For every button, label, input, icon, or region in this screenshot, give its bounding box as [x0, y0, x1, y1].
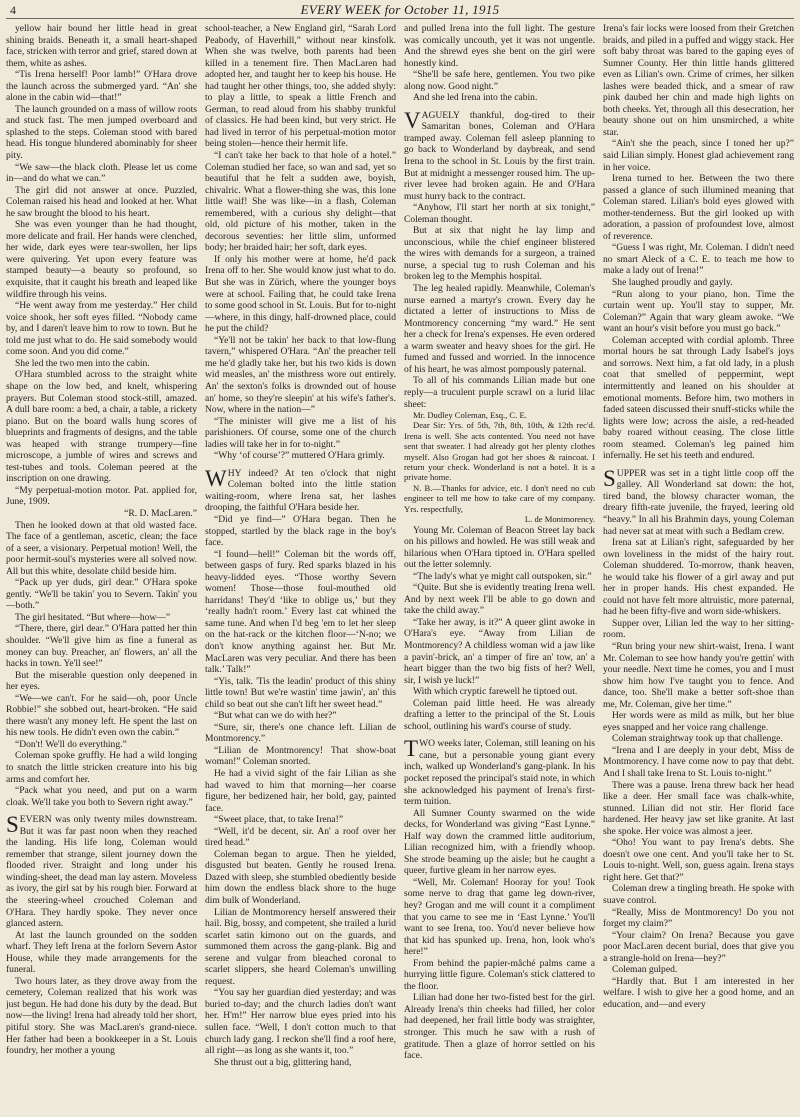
paragraph: Coleman paid little heed. He was already drafting a letter to the principal of the St. Louis school, outlining his ward's course of study. [404, 697, 595, 732]
column-2 [205, 23, 396, 1113]
paragraph-text: HY indeed? At ten o'clock that night Coleman bolted into the little station waiting-room, where Irena sat, her lashes drooping, the faithful O'Hara beside her. [205, 467, 396, 514]
paragraph [404, 738, 595, 807]
drop-cap: T [404, 736, 419, 762]
paragraph-text: WO weeks later, Coleman, still leaning on his cane, but a personable young giant every inch, walked up Wonderland's gang-plank. In his pocket reposed the principal's staid note, in which she acknowledged his payment of Irena's first-term tuition. [404, 738, 595, 808]
paragraph: “Ye'll not be takin' her back to that low-flung tavern,” whispered O'Hara. “An' the preacher tell me he'd gladly take her, but his two kids is down wid measles, an' the misthress wore out entirely. An' the sexton's folks is drownded out of house an' home, so they're sleepin' at his wife's father's. Now, where in the nation—” [205, 334, 396, 416]
paragraph: “Yis, talk. 'Tis the leadin' product of this shiny little town! But we're wastin' time jawin', an' this child so beat out she can't lift her sweet head.” [205, 675, 396, 710]
paragraph: “Take her away, is it?” A queer glint awoke in O'Hara's eye. “Away from Lilian de Montmorency? A childless woman wid a jaw like a pavin'-brick, an' a timper of fire an' tow, an' a heart bigger than the two big fists of her? Well, sir, I wish ye luck!” [404, 616, 595, 686]
paragraph: “Run bring your new shirt-waist, Irena. I want Mr. Coleman to see how handy you're gettin' with your needle. Next time he comes, you and I must show him how I've taught you to fence. And dance, too. She'll make a better soft-shoe than me, Mr. Coleman, give her time.” [603, 640, 794, 710]
paragraph: “Anyhow, I'll start her north at six tonight,” Coleman thought. [404, 202, 595, 225]
paragraph: Irena sat at Lilian's right, safeguarded by her own loveliness in the midst of the hairy rout. Coleman shuddered. To-morrow, thank heaven, he would take his flower of a girl away and put her in proper hands. His chest expanded. He could not have felt more altruistic, more paternal, had he been fifty-five and worn side-whiskers. [603, 537, 794, 618]
paragraph: Coleman drew a tingling breath. He spoke with suave control. [603, 883, 794, 907]
paragraph: Her words were as mild as milk, but her blue eyes snapped and her voice rang challenge. [603, 710, 794, 733]
paragraph: Irena's fair locks were loosed from their Gretchen braids, and piled in a puffed and wiggy stack. Her soft baby throat was bared to the gaping eyes of Sumner County. Her thin little hands glittered even as Lilian's own. Crime of crimes, her silken lashes were beaded thick, and a smear of raw pink daubed her chin and made high lights on both cheeks. Yet, through all this desecration, her beauty shone out on him unsmirched, a white star. [603, 23, 794, 138]
paragraph: “Irena and I are deeply in your debt, Miss de Montmorency. I have come now to pay that debt. And I shall take Irena to St. Louis to-night.” [603, 744, 794, 779]
paragraph: “Don't! We'll do everything.” [15, 738, 127, 750]
paragraph-text: EVERN was only twenty miles downstream. But it was far past noon when they reached the landing. His life long, Coleman would remember that strange, silent journey down the flooded river. Straight and long under his winding-sheet, the dead man lay astern. Moveless as ivory, the girl sat by his rough bier. Forward at the steering-wheel crouched Coleman and O'Hara. They hardly spoke. They never once glanced astern. [6, 814, 197, 930]
paragraph: and pulled Irena into the full light. The gesture was comically uncouth, yet it was not ungentle. And the shrewd eyes she bent on the girl were honestly kind. [404, 23, 595, 69]
paragraph: Then he looked down at that old wasted face. The face of a gentleman, ascetic, clean; the face of a seer, a visionary. Perpetual motion! Well, the poor hermit-soul's mysteries were all solved now. All but this white, desolate child beside him. [6, 519, 197, 577]
paragraph: “Lilian de Montmorency! That show-boat woman!” Coleman snorted. [205, 744, 396, 768]
paragraph: “But what can we do with her?” [214, 710, 337, 722]
text-columns [6, 23, 794, 1113]
page-number: 4 [10, 3, 16, 17]
paragraph: “Sweet place, that, to take Irena!” [214, 814, 344, 826]
drop-cap: S [6, 812, 19, 838]
paragraph [404, 107, 595, 202]
paragraph: “Oho! You want to pay Irena's debts. She doesn't owe one cent. And you'll take her to St. Louis to-night. Well, son, guess again. Irena stays right here. Get that?” [603, 837, 794, 883]
paragraph: “He went away from me yesterday.” Her child voice shook, her soft eyes filled. “Nobody came by, and I daren't leave him to row to town. But he told me just what to do. He said somebody would come soon. And you did come.” [6, 300, 197, 358]
paragraph: She led the two men into the cabin. [15, 357, 150, 369]
drop-cap: S [603, 465, 616, 491]
paragraph: “There, there, girl dear.” O'Hara patted her thin shoulder. “We'll give him as fine a funeral as money can buy. Preacher, an' flowers, an' all the hacks in town. Ye'll see!” [6, 623, 197, 670]
paragraph: Coleman accepted with cordial aplomb. Three mortal hours he sat through Lady Isabel's joys and sorrows. Next him, a fat old lady, in a plush coat that smelled of peppermint, wept intermittently and leaned on his shoulder at emotional moments. Before him, two mothers in faded sateen discussed their snuff-sticks while the lights were low; across the aisle, a red-headed baby roared without ceasing. The close little room steamed. Coleman's leg pained him infernally. He set his teeth and endured. [603, 334, 794, 462]
page-header [6, 2, 794, 19]
paragraph: “I found—hell!” Coleman bit the words off, between gasps of fury. Red sparks blazed in his heavy-lidded eyes. “Those worthy Severn women! Those—those foul-mouthed old harridans! They'd ‘like to oblige us,’ but they ‘really hadn't room.’ Every last cat whined the same tune. And when I'd beg 'em to let her sleep on the hat-rack or the kitchen floor—‘N-no; we don't know anything against her. But Mr. MacLaren was very peculiar. And there has been talk.’ Talk!” [205, 548, 396, 676]
paragraph: “Hardly that. But I am interested in her welfare. I wish to give her a good home, and an education, and—and every [603, 975, 794, 1010]
paragraph: Coleman began to argue. Then he yielded, disgusted but beaten. Gently he roused Irena. Dazed with sleep, she stumbled obediently beside him down the endless black shore to the huge dim bulk of Wonderland. [205, 848, 396, 907]
paragraph: “Sure, sir, there's one chance left. Lilian de Montmorency.” [205, 721, 396, 745]
column-1 [6, 23, 197, 1113]
paragraph [205, 465, 396, 514]
paragraph: Irena turned to her. Between the two there passed a glance of such illumined meaning that Coleman stared. Lilian's bold eyes glowed with mother-tenderness. But the girl looked up with adoration, a passion of profoundest love, almost of reverence. [603, 173, 794, 242]
paragraph: But at six that night he lay limp and unconscious, while the chief engineer blistered the wires with demands for a surgeon, a trained nurse, a special tug to rush Coleman and his broken leg to the Memphis hospital. [404, 225, 595, 283]
paragraph: “Really, Miss de Montmorency! Do you not forget my claim?” [603, 906, 794, 930]
paragraph: From behind the papier-mâché palms came a hurrying little figure. Coleman's stick clattered to the floor. [404, 957, 595, 992]
paragraph: “My perpetual-motion motor. Pat. applied for, June, 1909. [6, 484, 197, 508]
paragraph: “Did ye find—” O'Hara began. Then he stopped, startled by the black rage in the boy's face. [205, 513, 396, 549]
paragraph: L. de Montmorency. [524, 514, 595, 525]
running-title: EVERY WEEK for October 11, 1915 [300, 2, 500, 17]
paragraph: “The lady's what ye might call outspoken, sir.” [413, 570, 592, 582]
paragraph: “Quite. But she is evidently treating Irena well. And by next week I'll be able to go down and take the child away.” [404, 582, 595, 617]
paragraph: “Well, it'd be decent, sir. An' a roof over her tired head.” [205, 825, 396, 849]
paragraph: She thrust out a big, glittering hand, [214, 1056, 352, 1068]
paragraph: Lilian had done her two-fisted best for the girl. Already Irena's thin cheeks had filled, her color had deepened, her frail little body was straighter, stronger. This much he saw with a rush of gratitude. Then a glaze of horror settled on his face. [404, 992, 595, 1062]
paragraph: Lilian de Montmorency herself answered their hail. Big, bossy, and competent, she trailed a lurid scarlet satin kimono out on the guards, and summoned them across the gang-plank. Big and serene and vulgar from bleached coronal to scarlet slippers, she heard Coleman's unwilling request. [205, 906, 396, 987]
paragraph-text: AGUELY thankful, dog-tired to their Samaritan bones, Coleman and O'Hara tramped away. Coleman fell asleep planning to go back to Wonderland by daybreak, and send Irena to the school in St. Louis by the first train. But at midnight a messenger roused him. The up-river levee had broken again. He and O'Hara must hurry back to the contract. [404, 109, 595, 202]
paragraph: Two hours later, as they drove away from the cemetery, Coleman realized that his work was just begun. He had done his duty by the dead. But now—the living! Irena had already told her short, pitiful story. She was MacLaren's grand-niece. Her father had been a bookkeeper in a St. Louis foundry, her mother a young [6, 975, 197, 1057]
paragraph: “Your claim? On Irena? Because you gave poor MacLaren decent burial, does that give you a strangle-hold on Irena—hey?” [603, 929, 794, 964]
paragraph: At last the launch grounded on the sodden wharf. They left Irena at the forlorn Severn Astor House, while they made arrangements for the funeral. [6, 929, 197, 976]
paragraph: With which cryptic farewell he tiptoed out. [413, 686, 578, 698]
paragraph: He had a vivid sight of the fair Lilian as she had waved to him that morning—her coarse figure, her bedizened hair, her bold, gay, painted face. [205, 768, 396, 814]
paragraph: “Why ‘of course’?” muttered O'Hara grimly. [214, 450, 385, 462]
paragraph: “We—we can't. For he said—oh, poor Uncle Robbie!” she sobbed out, heart-broken. “He said there wasn't any money left. He spent the last on his new tools. He didn't even own the cabin.” [6, 692, 197, 739]
paragraph: Mr. Dudley Coleman, Esq., C. E. [413, 410, 527, 421]
paragraph: school-teacher, a New England girl, “Sarah Lord Peabody, of Haverhill,” without near kinsfolk. When she was twelve, both parents had been killed in a tenement fire. Then MacLaren had adopted her, and taught her to keep his house. He had taught her other things, too, she added shyly: to play a little, to speak a little French and German, to read aloud from his shabby trunkful of classics. He had been kind, but very strict. He had lived in terror of his perpetual-motion motor being stolen—hence their hermit life. [205, 23, 396, 150]
paragraph: To all of his commands Lilian made but one reply—a truculent purple scrawl on a lurid lilac sheet: [404, 375, 595, 410]
paragraph: “R. D. MacLaren.” [124, 507, 197, 519]
paragraph: Supper over, Lilian led the way to her sitting-room. [603, 617, 794, 641]
paragraph: But the miserable question only deepened in her eyes. [6, 669, 197, 693]
paragraph: “Ain't she the peach, since I toned her up?” said Lilian simply. Honest glad achievement rang in her voice. [603, 138, 794, 173]
paragraph: “Pack up yer duds, girl dear.” O'Hara spoke gently. “We'll be takin' you to Severn. Takin' you—both.” [6, 577, 197, 612]
paragraph: If only his mother were at home, he'd pack Irena off to her. She would know just what to do. But she was in Zürich, where the younger boys were at school. Failing that, he could take Irena to some good school in St. Louis. But for to-night—where, in this dingy, half-drowned place, could he put the child? [205, 253, 396, 335]
paragraph: “The minister will give me a list of his parishioners. Of course, some one of the church ladies will take her in for to-night.” [205, 415, 396, 450]
paragraph: The girl hesitated. “But where—how—” [15, 611, 171, 623]
paragraph: She was even younger than he had thought, more delicate and frail. Her hands were clenched, her wide, dark eyes were tear-swollen, her lips were quivering. Yet upon every feature was stamped beauty—a beauty so profound, so exquisite, that it caught his breath and leaped like wildfire through his veins. [6, 219, 197, 300]
paragraph: Young Mr. Coleman of Beacon Street lay back on his pillows and howled. He was still weak and hilarious when O'Hara tiptoed in. O'Hara spelled out the letter solemnly. [404, 524, 595, 571]
drop-cap: V [404, 107, 421, 133]
paragraph: O'Hara stumbled across to the straight white shape on the low bed, and knelt, whispering prayers. But Coleman stood stock-still, amazed. A dull bare room: a bed, a chair, a table, a rickety piano. But on the board walls hung scores of blueprints and fragments of designs, and the table was heaped with strange trumpery—fine microscope, a jumble of wires and screws and test-tubes and tools. Coleman peered at the inscription on one drawing. [6, 369, 197, 485]
paragraph: All Sumner County swarmed on the wide decks, for Wonderland was giving “East Lynne.” Half way down the crammed little auditorium, Lilian recognized him, with a friendly whoop. She strode beaming up the aisle; but he caught a queer, furtive gleam in her narrow eyes. [404, 807, 595, 877]
paragraph: “She'll be safe here, gentlemen. You two pike along now. Good night.” [404, 69, 595, 92]
paragraph: Coleman spoke gruffly. He had a wild longing to snatch the little stricken creature into his big arms and comfort her. [6, 750, 197, 785]
column-3 [404, 23, 595, 1113]
paragraph: Coleman gulped. [612, 964, 678, 976]
paragraph: “I can't take her back to that hole of a hotel.” Coleman studied her face, so wan and sad, yet so beautiful that he felt a sudden awe, boyish, chivalric. What a flower-thing she was, this lone little waif! She was like—in a flash, Coleman remembered, with a curious shy delight—that old, old picture of his mother, taken in the decorous seventies: her little slim, unformed body; her braided hair; her soft, dark eyes. [205, 150, 396, 254]
paragraph: Coleman straightway took up that challenge. [612, 733, 783, 745]
paragraph: The girl did not answer at once. Puzzled, Coleman raised his head and looked at her. What he saw brought the blood to his heart. [6, 184, 197, 219]
paragraph: Dear Sir: Yrs. of 5th, 7th, 8th, 10th, & 12th rec'd. Irena is well. She acts contented. You need not have sent that sweater. I had already got her plenty clothes myself. Also Grogan had got her shoes & raincoat. I return your check. Wonderland is not a hotel. It is a private home. [404, 420, 595, 483]
paragraph: The leg healed rapidly. Meanwhile, Coleman's nurse earned a martyr's crown. Every day he dictated a letter of instructions to Miss de Montmorency concerning “my ward.” He sent her a check for Irena's expenses. He even ordered a warm sweater and heavy shoes for the girl. He fumed and fussed and worried. In the innocence of his heart, he was almost pompously paternal. [404, 283, 595, 375]
column-4 [603, 23, 794, 1113]
paragraph: “Run along to your piano, hon. Time the curtain went up. You'll stay to supper, Mr. Coleman?” Again that wary gleam awoke. “We want an hour's visit before you must go back.” [603, 288, 794, 335]
paragraph: “Pack what you need, and put on a warm cloak. We'll take you both to Severn right away.” [6, 785, 197, 808]
paragraph: She laughed proudly and gayly. [612, 277, 733, 289]
paragraph [6, 814, 197, 929]
paragraph: The launch grounded on a mass of willow roots and stuck fast. The men jumped overboard and splashed to the steps. Coleman stood with bared head. His tongue blundered abominably for sheer pity. [6, 103, 197, 162]
paragraph: “We saw—the black cloth. Please let us come in—and do what we can.” [6, 161, 197, 185]
paragraph: And she led Irena into the cabin. [413, 92, 538, 104]
paragraph: “Guess I was right, Mr. Coleman. I didn't need no smart Aleck of a C. E. to teach me how to make a lady out of Irena!” [603, 242, 794, 277]
paragraph [603, 465, 794, 537]
paragraph: N. B.—Thanks for advice, etc. I don't need no cub engineer to tell me how to take care of my company. Yrs. respectfully, [404, 482, 595, 514]
paragraph: yellow hair bound her little head in great shining braids. Beneath it, a small heart-shaped face, stricken with terror and grief, stared down at them, white as ashes. [6, 23, 197, 69]
paragraph-text: UPPER was set in a tight little coop off the galley. All Wonderland sat down: the hot, tired band, the blowsy character woman, the dreary fifth-rate juvenile, the frayed, leering old “heavy.” In all his Brahmin days, young Coleman had never sat at meat with such a Bedlam crew. [603, 467, 794, 537]
drop-cap: W [205, 465, 227, 491]
paragraph: There was a pause. Irena threw back her head like a deer. Her small face was chalk-white, stunned. Lilian did not stir. Her florid face hardened. Her heavy jaw set like granite. At last she spoke. Her voice was almost a jeer. [603, 779, 794, 837]
paragraph: “Well, Mr. Coleman! Hooray for you! Took some nerve to drag that game leg down-river, hey? Grogan and me will count it a compliment that you came to see me in ‘East Lynne.’ You'll want to see Irena, too. You'd never believe how that kid has spunked up. Irena, hon, look who's here!” [404, 876, 595, 958]
paragraph: “Tis Irena herself! Poor lamb!” O'Hara drove the launch across the submerged yard. “An' she alone in the cabin wid—that!” [6, 69, 197, 104]
paragraph: “You say her guardian died yesterday; and was buried to-day; and the church ladies don't want her. H'm!” Her narrow blue eyes pried into his sullen face. “Well, I don't cotton much to that church lady gang. I reckon she'll find a roof here, all right—as long as she wants it, too.” [205, 987, 396, 1057]
